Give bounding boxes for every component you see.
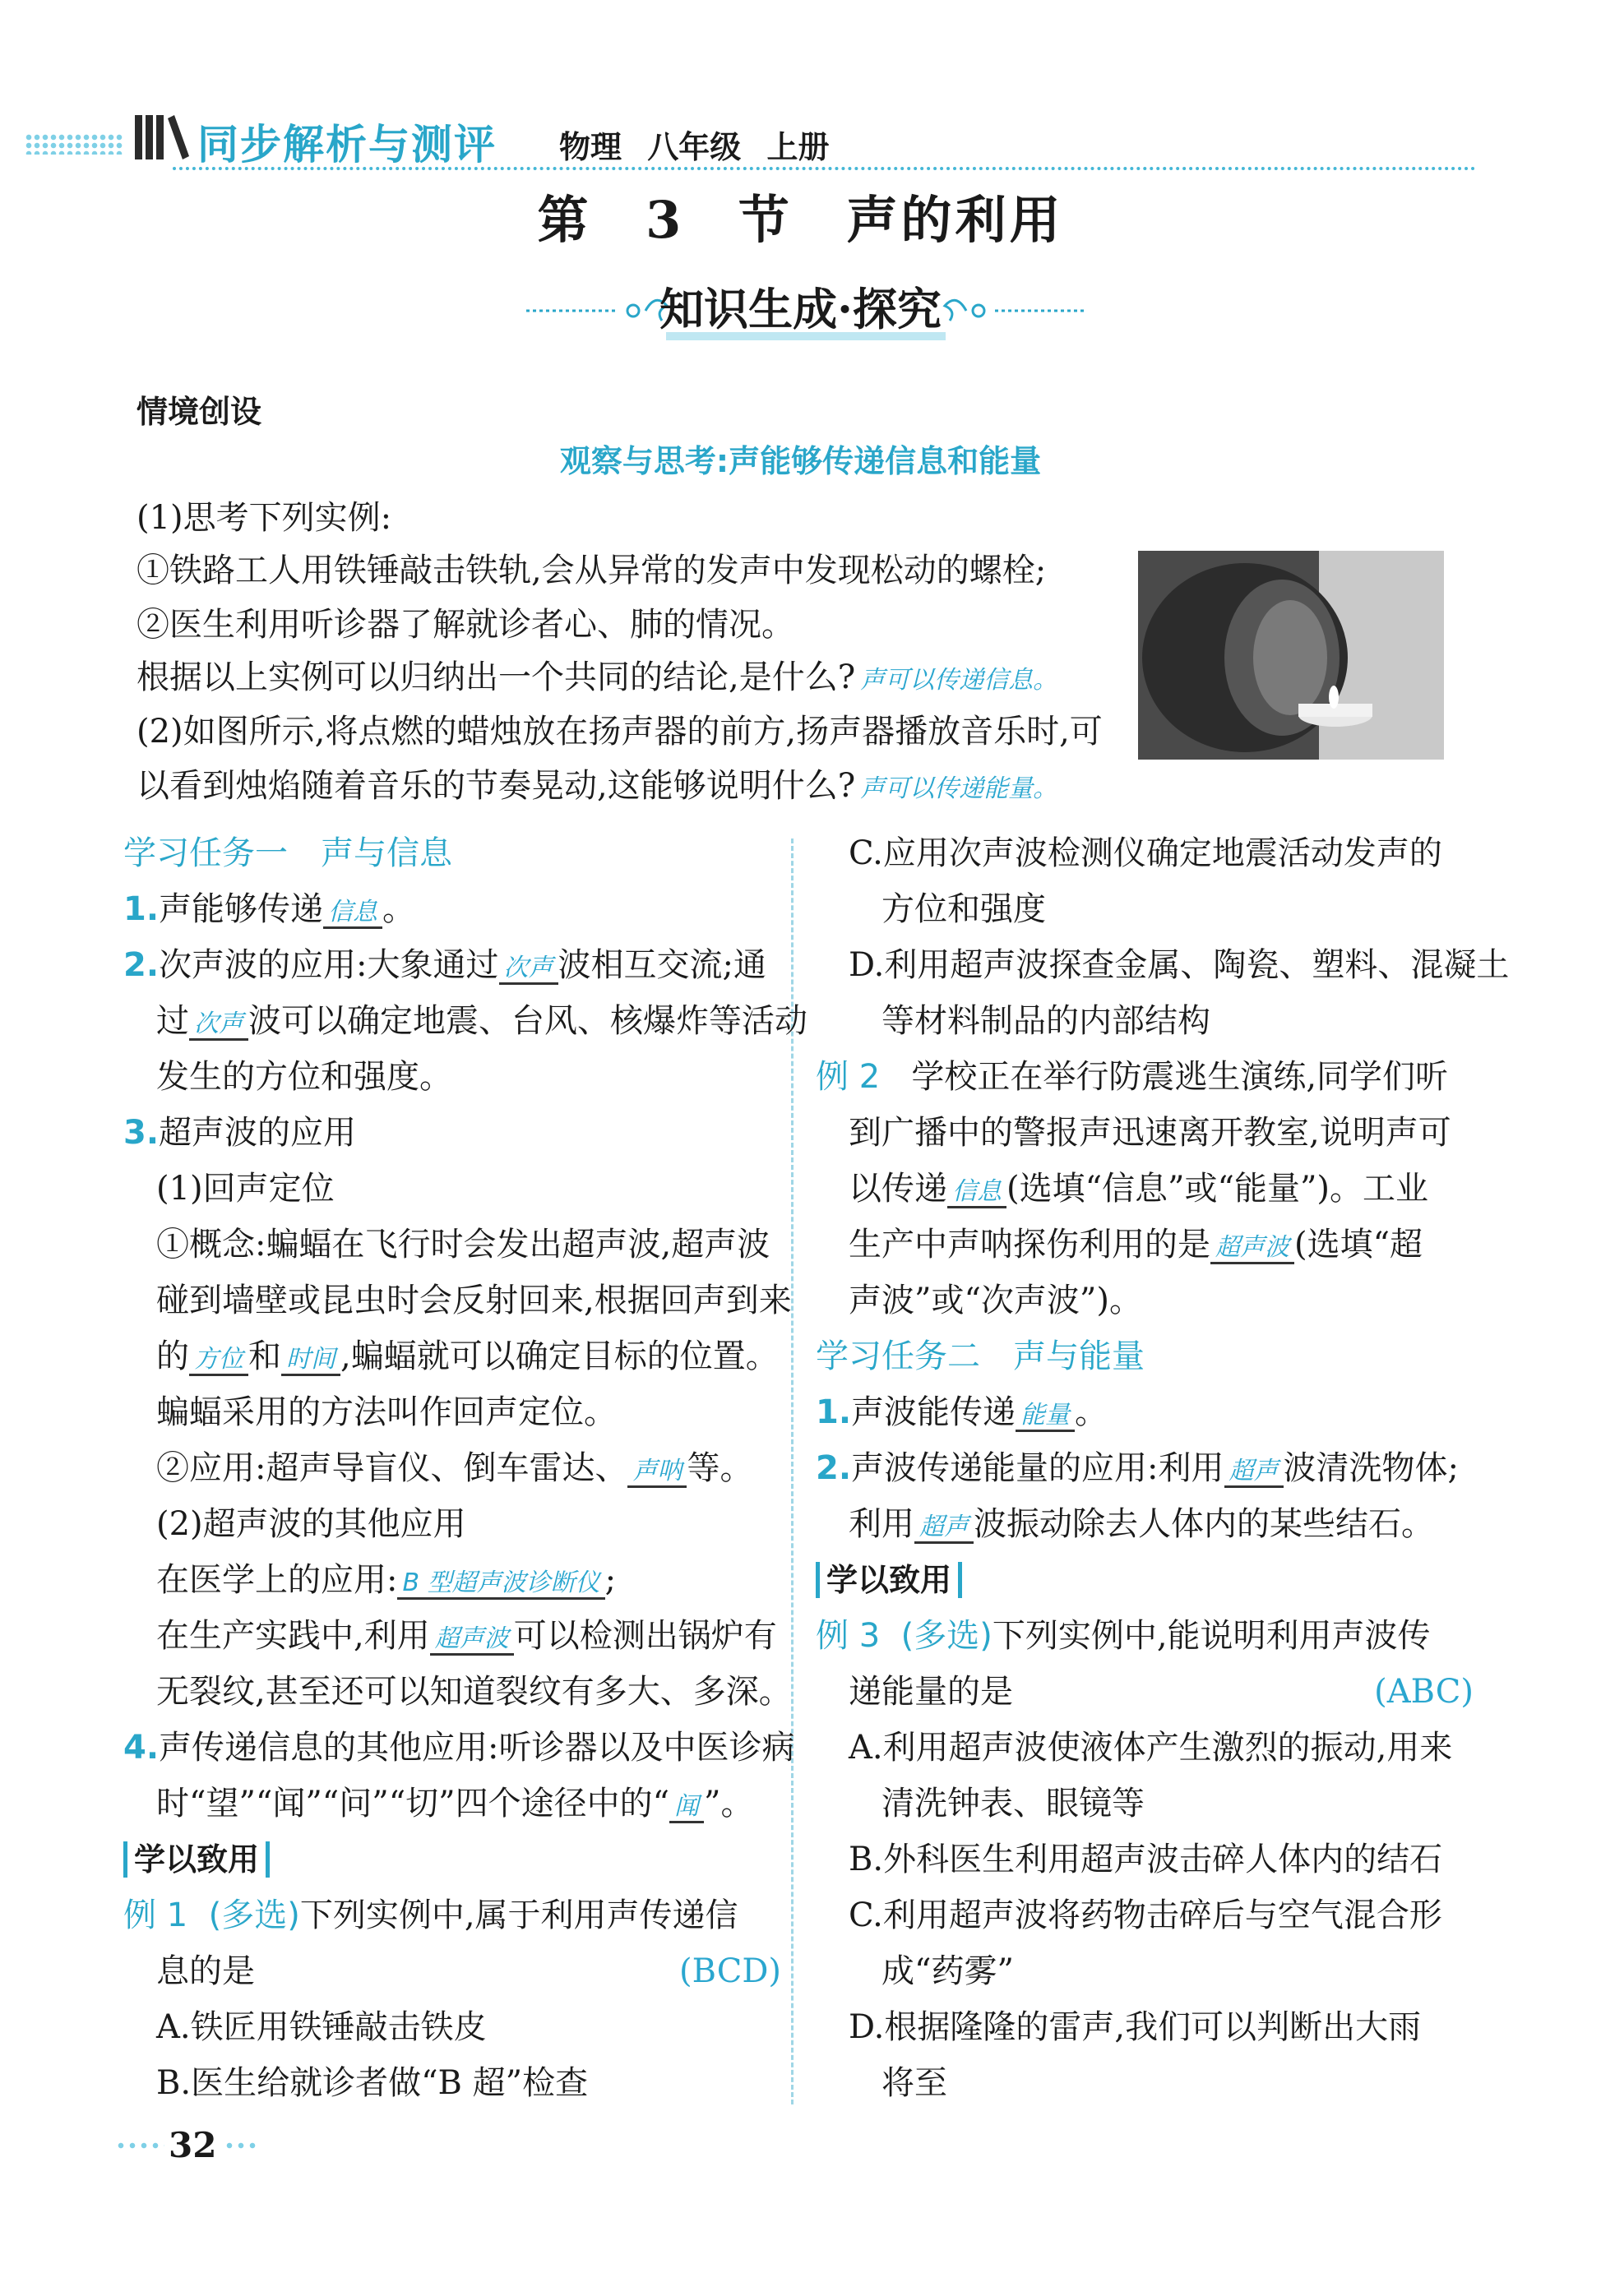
ex3-option-c1: C.利用超声波将药物击碎后与空气混合形 xyxy=(849,1896,1442,1934)
answer-choice: (BCD) xyxy=(678,1952,781,1990)
ex1-l2 xyxy=(156,1950,781,1993)
left-item1 xyxy=(123,888,415,934)
answer-blank: 方位 xyxy=(189,1345,248,1376)
answer-blank: 信息 xyxy=(947,1177,1006,1208)
text: 次声波的应用:大象通过 xyxy=(159,946,499,984)
text: 可以检测出锅炉有 xyxy=(513,1617,777,1655)
text: 。 xyxy=(1075,1393,1108,1431)
ex2-l3 xyxy=(849,1167,1428,1213)
text: ②应用:超声导盲仪、倒车雷达、 xyxy=(156,1449,628,1487)
left-item3 xyxy=(123,1111,356,1154)
answer-blank: 能量 xyxy=(1016,1401,1075,1432)
q2-line1: (2)如图所示,将点燃的蜡烛放在扬声器的前方,扬声器播放音乐时,可 xyxy=(137,713,1103,751)
text: 和 xyxy=(248,1337,281,1375)
item-number: 2. xyxy=(123,946,160,984)
books-logo-icon xyxy=(132,110,191,163)
answer-blank: 时间 xyxy=(281,1345,340,1376)
q1-intro: (1)思考下列实例: xyxy=(137,499,392,537)
left-item3-app xyxy=(156,1447,752,1493)
left-item3-c1: ①概念:蝙蝠在飞行时会发出超声波,超声波 xyxy=(156,1226,770,1263)
ex3-option-a2: 清洗钟表、眼镜等 xyxy=(881,1785,1145,1822)
multi-select-tag: (多选) xyxy=(208,1896,300,1934)
text: ; xyxy=(604,1561,617,1599)
q2-question xyxy=(137,765,1062,811)
ex3-l2 xyxy=(849,1670,1474,1713)
text: 在医学上的应用: xyxy=(156,1561,398,1599)
text: 以传递 xyxy=(849,1170,947,1208)
q1-item2: ②医生利用听诊器了解就诊者心、肺的情况。 xyxy=(137,606,794,644)
left-item3-med xyxy=(156,1559,616,1605)
ex2-l5: 声波”或“次声波”)。 xyxy=(849,1282,1142,1319)
text: 递能量的是 xyxy=(849,1673,1013,1711)
item-number: 1. xyxy=(816,1393,852,1431)
left-apply-heading xyxy=(123,1838,270,1881)
speaker-candle-photo xyxy=(1138,551,1444,760)
q2-line2: 以看到烛焰随着音乐的节奏晃动,这能够说明什么? xyxy=(137,767,856,805)
q1-item1: ①铁路工人用铁锤敲击铁轨,会从异常的发声中发现松动的螺栓; xyxy=(137,552,1047,589)
left-item4-l1 xyxy=(123,1726,795,1769)
ex1-option-a: A.铁匠用铁锤敲击铁皮 xyxy=(156,2008,487,2046)
item-number: 2. xyxy=(816,1449,852,1487)
right-item2-l1 xyxy=(816,1447,1459,1493)
book-brand-title: 同步解析与测评 xyxy=(197,121,497,169)
ex3-option-b: B.外科医生利用超声波击碎人体内的结石 xyxy=(849,1841,1443,1878)
text: 过 xyxy=(156,1002,189,1040)
multi-select-tag: (多选) xyxy=(900,1617,993,1655)
ex1-option-b: B.医生给就诊者做“B 超”检查 xyxy=(156,2064,589,2102)
answer-blank: 信息 xyxy=(323,898,382,929)
ex1-option-c2: 方位和强度 xyxy=(881,890,1046,928)
answer-blank: 超声波 xyxy=(430,1624,514,1656)
text: (选填“超 xyxy=(1294,1226,1423,1263)
text: 息的是 xyxy=(156,1952,255,1990)
left-item3-prod2: 无裂纹,甚至还可以知道裂纹有多大、多深。 xyxy=(156,1673,792,1711)
text: ”。 xyxy=(704,1785,754,1822)
apply-label: 学以致用 xyxy=(123,1841,270,1878)
ex1-option-c1: C.应用次声波检测仪确定地震活动发声的 xyxy=(849,834,1442,872)
answer-blank: 超声 xyxy=(914,1513,974,1544)
answer-blank: 闻 xyxy=(669,1792,704,1823)
answer-blank: 超声 xyxy=(1224,1457,1284,1488)
left-item3-sub1: (1)回声定位 xyxy=(156,1170,335,1208)
left-item2-l3: 发生的方位和强度。 xyxy=(156,1058,452,1096)
text: 学校正在举行防震逃生演练,同学们听 xyxy=(911,1058,1449,1096)
header-divider xyxy=(173,167,1476,170)
text: 超声波的应用 xyxy=(159,1114,357,1152)
ex1-option-d1: D.利用超声波探查金属、陶瓷、塑料、混凝土 xyxy=(849,946,1510,984)
item-number: 3. xyxy=(123,1114,160,1152)
task1-heading: 学习任务一 声与信息 xyxy=(123,834,452,872)
ex3-option-c2: 成“药雾” xyxy=(881,1952,1014,1990)
left-item4-l2 xyxy=(156,1782,754,1828)
text: 声波能传递 xyxy=(851,1393,1016,1431)
ex3-option-a1: A.利用超声波使液体产生激烈的振动,用来 xyxy=(849,1729,1453,1767)
ex2-l2: 到广播中的警报声迅速离开教室,说明声可 xyxy=(849,1114,1451,1152)
text: 在生产实践中,利用 xyxy=(156,1617,430,1655)
text: 声波传递能量的应用:利用 xyxy=(851,1449,1224,1487)
ex3-option-d2: 将至 xyxy=(881,2064,947,2102)
left-item3-prod xyxy=(156,1615,777,1661)
text: 等。 xyxy=(687,1449,753,1487)
q1-prompt: 根据以上实例可以归纳出一个共同的结论,是什么? xyxy=(137,658,856,696)
footer-dots-left xyxy=(115,2141,164,2150)
observe-heading: 观察与思考:声能够传递信息和能量 xyxy=(559,443,1042,479)
ex1-l1 xyxy=(123,1894,738,1937)
right-item2-l2 xyxy=(849,1503,1434,1549)
book-subject: 物理 八年级 上册 xyxy=(559,129,830,165)
left-item3-sub2: (2)超声波的其他应用 xyxy=(156,1505,466,1543)
section-title: 第 3 节 声的利用 xyxy=(537,190,1064,250)
text: 波可以确定地震、台风、核爆炸等活动 xyxy=(248,1002,807,1040)
text: 声能够传递 xyxy=(159,890,324,928)
answer-blank: B 型超声波诊断仪 xyxy=(397,1568,604,1600)
answer-blank: 声呐 xyxy=(627,1457,687,1488)
item-number: 1. xyxy=(123,890,160,928)
footer-dots-right xyxy=(224,2141,257,2150)
left-item2-l1 xyxy=(123,944,766,990)
item-number: 4. xyxy=(123,1729,160,1767)
apply-label: 学以致用 xyxy=(816,1562,962,1598)
text: 下列实例中,能说明利用声波传 xyxy=(992,1617,1431,1655)
text: 时“望”“闻”“问”“切”四个途径中的“ xyxy=(156,1785,670,1822)
answer-blank: 超声波 xyxy=(1210,1233,1294,1264)
example-label: 例 3 xyxy=(816,1617,881,1655)
text: 生产中声呐探伤利用的是 xyxy=(849,1226,1210,1263)
example-label: 例 2 xyxy=(816,1058,881,1096)
text: 波振动除去人体内的某些结石。 xyxy=(974,1505,1434,1543)
text: 利用 xyxy=(849,1505,914,1543)
text: 。 xyxy=(382,890,416,928)
answer-blank: 次声 xyxy=(189,1009,248,1041)
right-item1 xyxy=(816,1391,1108,1437)
text: ,蝙蝠就可以确定目标的位置。 xyxy=(340,1337,779,1375)
answer-choice: (ABC) xyxy=(1374,1673,1474,1711)
text: 下列实例中,属于利用声传递信 xyxy=(299,1896,738,1934)
left-item3-c3 xyxy=(156,1335,779,1381)
task2-heading: 学习任务二 声与能量 xyxy=(816,1337,1145,1375)
text: 的 xyxy=(156,1337,189,1375)
text: 声传递信息的其他应用:听诊器以及中医诊病 xyxy=(159,1729,795,1767)
q1-question xyxy=(137,656,1062,702)
right-apply-heading xyxy=(816,1559,962,1601)
q1-answer: 声可以传递信息。 xyxy=(860,666,1058,695)
ex3-l1 xyxy=(816,1615,1431,1657)
text: 波清洗物体; xyxy=(1283,1449,1459,1487)
header-dots-decoration xyxy=(25,133,123,155)
text: 波相互交流;通 xyxy=(558,946,766,984)
banner-title: 知识生成·探究 xyxy=(659,283,942,335)
context-heading: 情境创设 xyxy=(137,394,262,430)
left-item3-c2: 碰到墙壁或昆虫时会反射回来,根据回声到来 xyxy=(156,1282,792,1319)
ex2-l4 xyxy=(849,1223,1423,1269)
left-item2-l2 xyxy=(156,1000,807,1046)
answer-blank: 次声 xyxy=(499,954,558,985)
ex2-l1 xyxy=(816,1056,1448,1098)
page-number: 32 xyxy=(169,2125,217,2165)
q2-answer: 声可以传递能量。 xyxy=(860,774,1058,803)
left-item3-c4: 蝙蝠采用的方法叫作回声定位。 xyxy=(156,1393,617,1431)
ex1-option-d2: 等材料制品的内部结构 xyxy=(881,1002,1210,1040)
speaker-candle-illustration xyxy=(1138,551,1444,760)
example-label: 例 1 xyxy=(123,1896,188,1934)
text: (选填“信息”或“能量”)。工业 xyxy=(1006,1170,1429,1208)
ex3-option-d1: D.根据隆隆的雷声,我们可以判断出大雨 xyxy=(849,2008,1422,2046)
